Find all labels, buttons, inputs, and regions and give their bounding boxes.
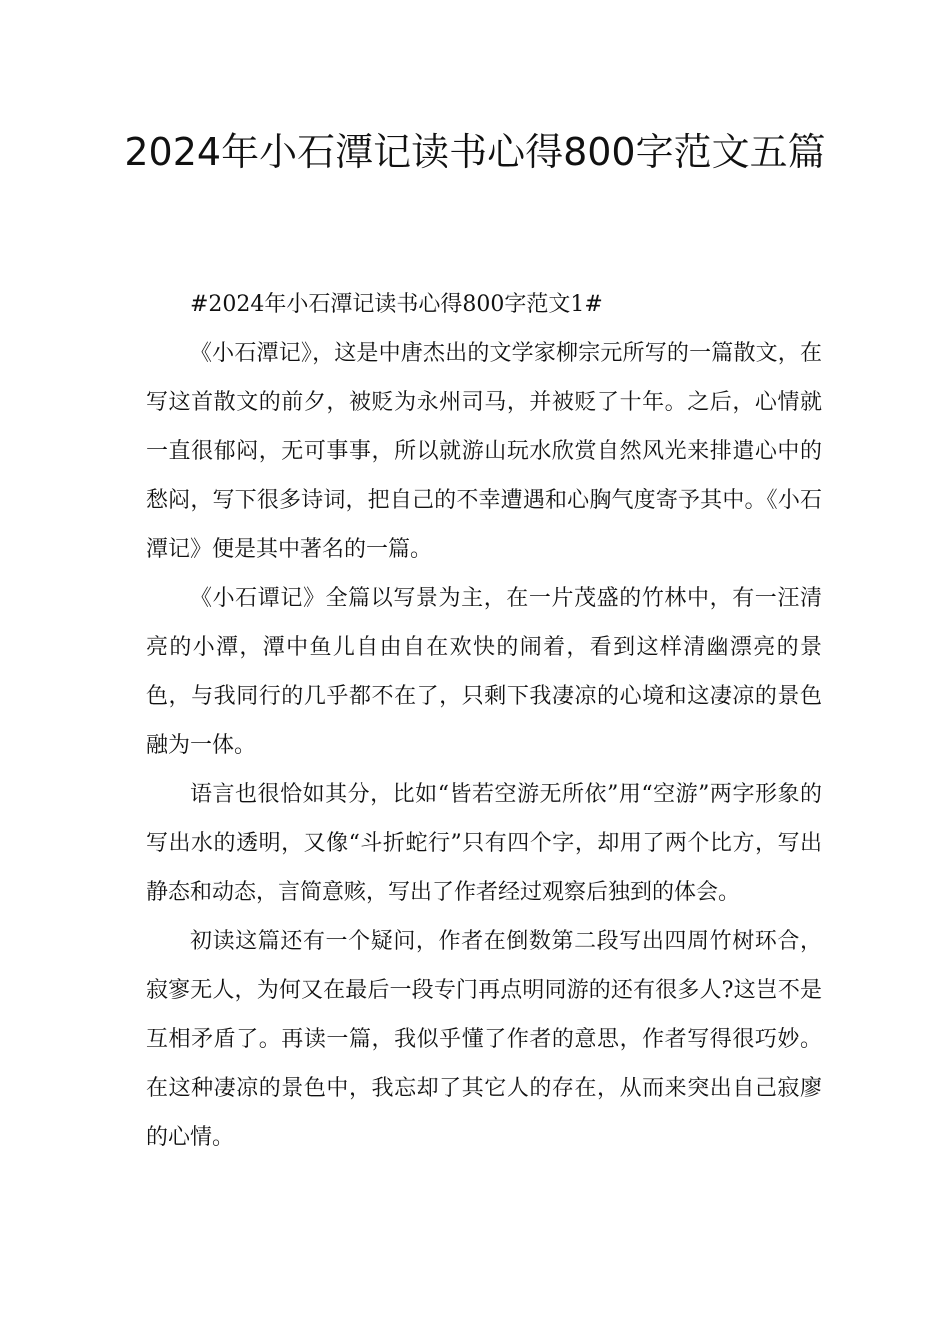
paragraph: 语言也很恰如其分，比如“皆若空游无所依”用“空游”两字形象的写出水的透明，又像“斗折蛇行”只有四个字，却用了两个比方，写出静态和动态，言简意赅，写出了作者经过观察后独到的体会。 <box>146 782 822 905</box>
document-title: 2024年小石潭记读书心得800字范文五篇 <box>124 130 826 174</box>
document-body <box>146 280 822 1162</box>
paragraph: 《小石谭记》全篇以写景为主，在一片茂盛的竹林中，有一汪清亮的小潭，潭中鱼儿自由自在欢快的闹着，看到这样清幽漂亮的景色，与我同行的几乎都不在了，只剩下我凄凉的心境和这凄凉的景色融为一体。 <box>146 586 822 758</box>
section-heading: #2024年小石潭记读书心得800字范文1# <box>190 292 603 317</box>
paragraph: 初读这篇还有一个疑问，作者在倒数第二段写出四周竹树环合，寂寥无人，为何又在最后一段专门再点明同游的还有很多人?这岂不是互相矛盾了。再读一篇，我似乎懂了作者的意思，作者写得很巧妙。在这种凄凉的景色中，我忘却了其它人的存在，从而来突出自己寂廖的心情。 <box>146 929 822 1150</box>
paragraph: 《小石潭记》，这是中唐杰出的文学家柳宗元所写的一篇散文，在写这首散文的前夕，被贬为永州司马，并被贬了十年。之后，心情就一直很郁闷，无可事事，所以就游山玩水欣赏自然风光来排遣心中的愁闷，写下很多诗词，把自己的不幸遭遇和心胸气度寄予其中。《小石潭记》便是其中著名的一篇。 <box>146 341 822 562</box>
